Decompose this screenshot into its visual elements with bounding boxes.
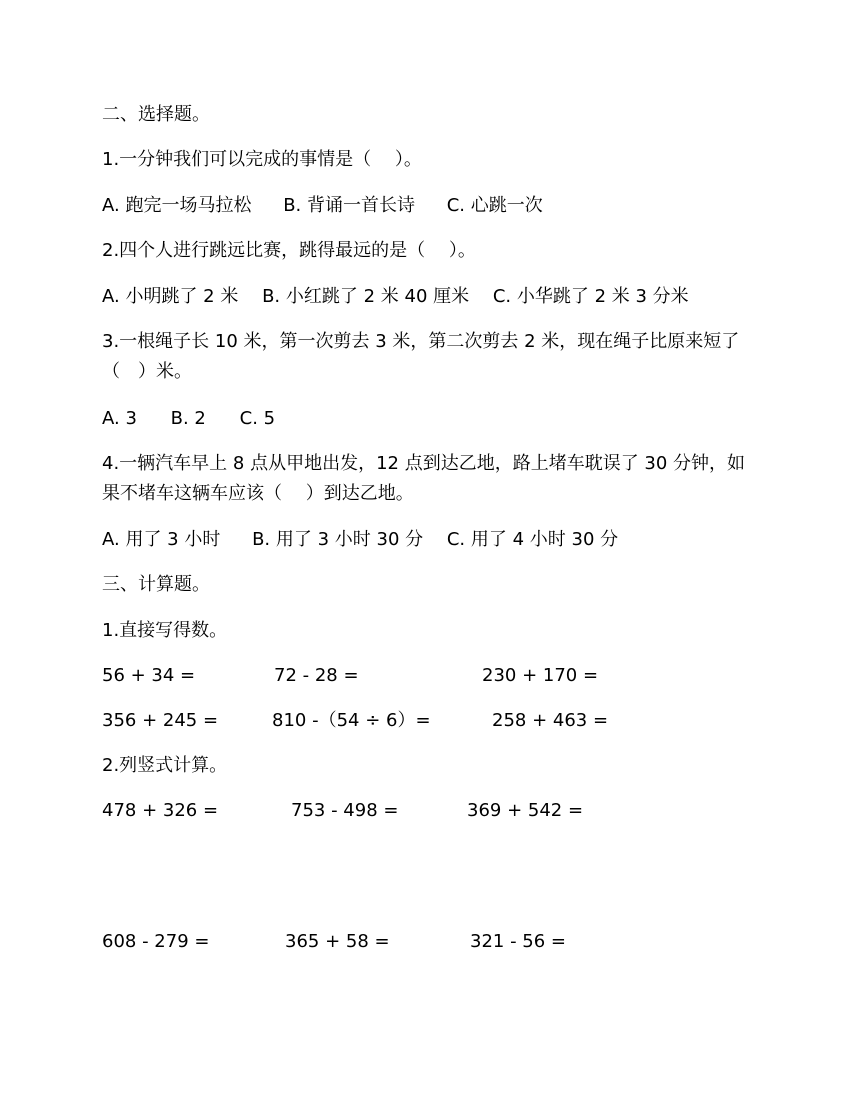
question-1-option-a: A. 跑完一场马拉松 bbox=[102, 195, 252, 216]
question-4-option-b: B. 用了 3 小时 30 分 bbox=[252, 529, 424, 550]
vertical-calc-title: 2.列竖式计算。 bbox=[102, 755, 228, 776]
question-2-option-b: B. 小红跳了 2 米 40 厘米 bbox=[262, 286, 470, 307]
question-3-option-b: B. 2 bbox=[170, 408, 206, 429]
question-2-option-c: C. 小华跳了 2 米 3 分米 bbox=[492, 286, 689, 307]
question-3-text: 3.一根绳子长 10 米，第一次剪去 3 米，第二次剪去 2 米，现在绳子比原来短了（ ）米。 bbox=[102, 331, 740, 382]
equation: 608 - 279 = bbox=[102, 931, 210, 952]
equation: 365 + 58 = bbox=[285, 931, 390, 952]
vertical-calc-row-2 bbox=[102, 927, 802, 957]
equation: 72 - 28 = bbox=[274, 665, 359, 686]
equation: 321 - 56 = bbox=[470, 931, 567, 952]
section-heading-calc: 三、计算题。 bbox=[102, 574, 210, 595]
question-1-options bbox=[102, 191, 543, 221]
equation: 753 - 498 = bbox=[291, 800, 399, 821]
question-4-option-a: A. 用了 3 小时 bbox=[102, 529, 221, 550]
direct-calc-row-1 bbox=[102, 661, 802, 691]
question-3-options bbox=[102, 404, 275, 434]
question-4-text: 4.一辆汽车早上 8 点从甲地出发，12 点到达乙地，路上堵车耽误了 30 分钟，如果不堵车这辆车应该（ ）到达乙地。 bbox=[102, 453, 746, 504]
question-1-option-c: C. 心跳一次 bbox=[446, 195, 543, 216]
question-3-option-a: A. 3 bbox=[102, 408, 137, 429]
question-3-option-c: C. 5 bbox=[239, 408, 276, 429]
equation: 478 + 326 = bbox=[102, 800, 219, 821]
equation: 356 + 245 = bbox=[102, 710, 219, 731]
question-2-options bbox=[102, 282, 689, 312]
equation: 230 + 170 = bbox=[482, 665, 599, 686]
question-1-text: 1.一分钟我们可以完成的事情是（ ）。 bbox=[102, 149, 422, 170]
question-2-option-a: A. 小明跳了 2 米 bbox=[102, 286, 239, 307]
question-1-option-b: B. 背诵一首长诗 bbox=[283, 195, 415, 216]
question-4-options bbox=[102, 525, 618, 555]
equation: 369 + 542 = bbox=[467, 800, 584, 821]
vertical-calc-row-1 bbox=[102, 796, 802, 826]
question-2-text: 2.四个人进行跳远比赛，跳得最远的是（ ）。 bbox=[102, 240, 476, 261]
section-heading-choice: 二、选择题。 bbox=[102, 104, 210, 125]
equation: 258 + 463 = bbox=[492, 710, 609, 731]
direct-calc-title: 1.直接写得数。 bbox=[102, 620, 228, 641]
equation: 810 -（54 ÷ 6）= bbox=[272, 710, 431, 731]
equation: 56 + 34 = bbox=[102, 665, 196, 686]
direct-calc-row-2 bbox=[102, 706, 802, 736]
question-4-option-c: C. 用了 4 小时 30 分 bbox=[446, 529, 619, 550]
